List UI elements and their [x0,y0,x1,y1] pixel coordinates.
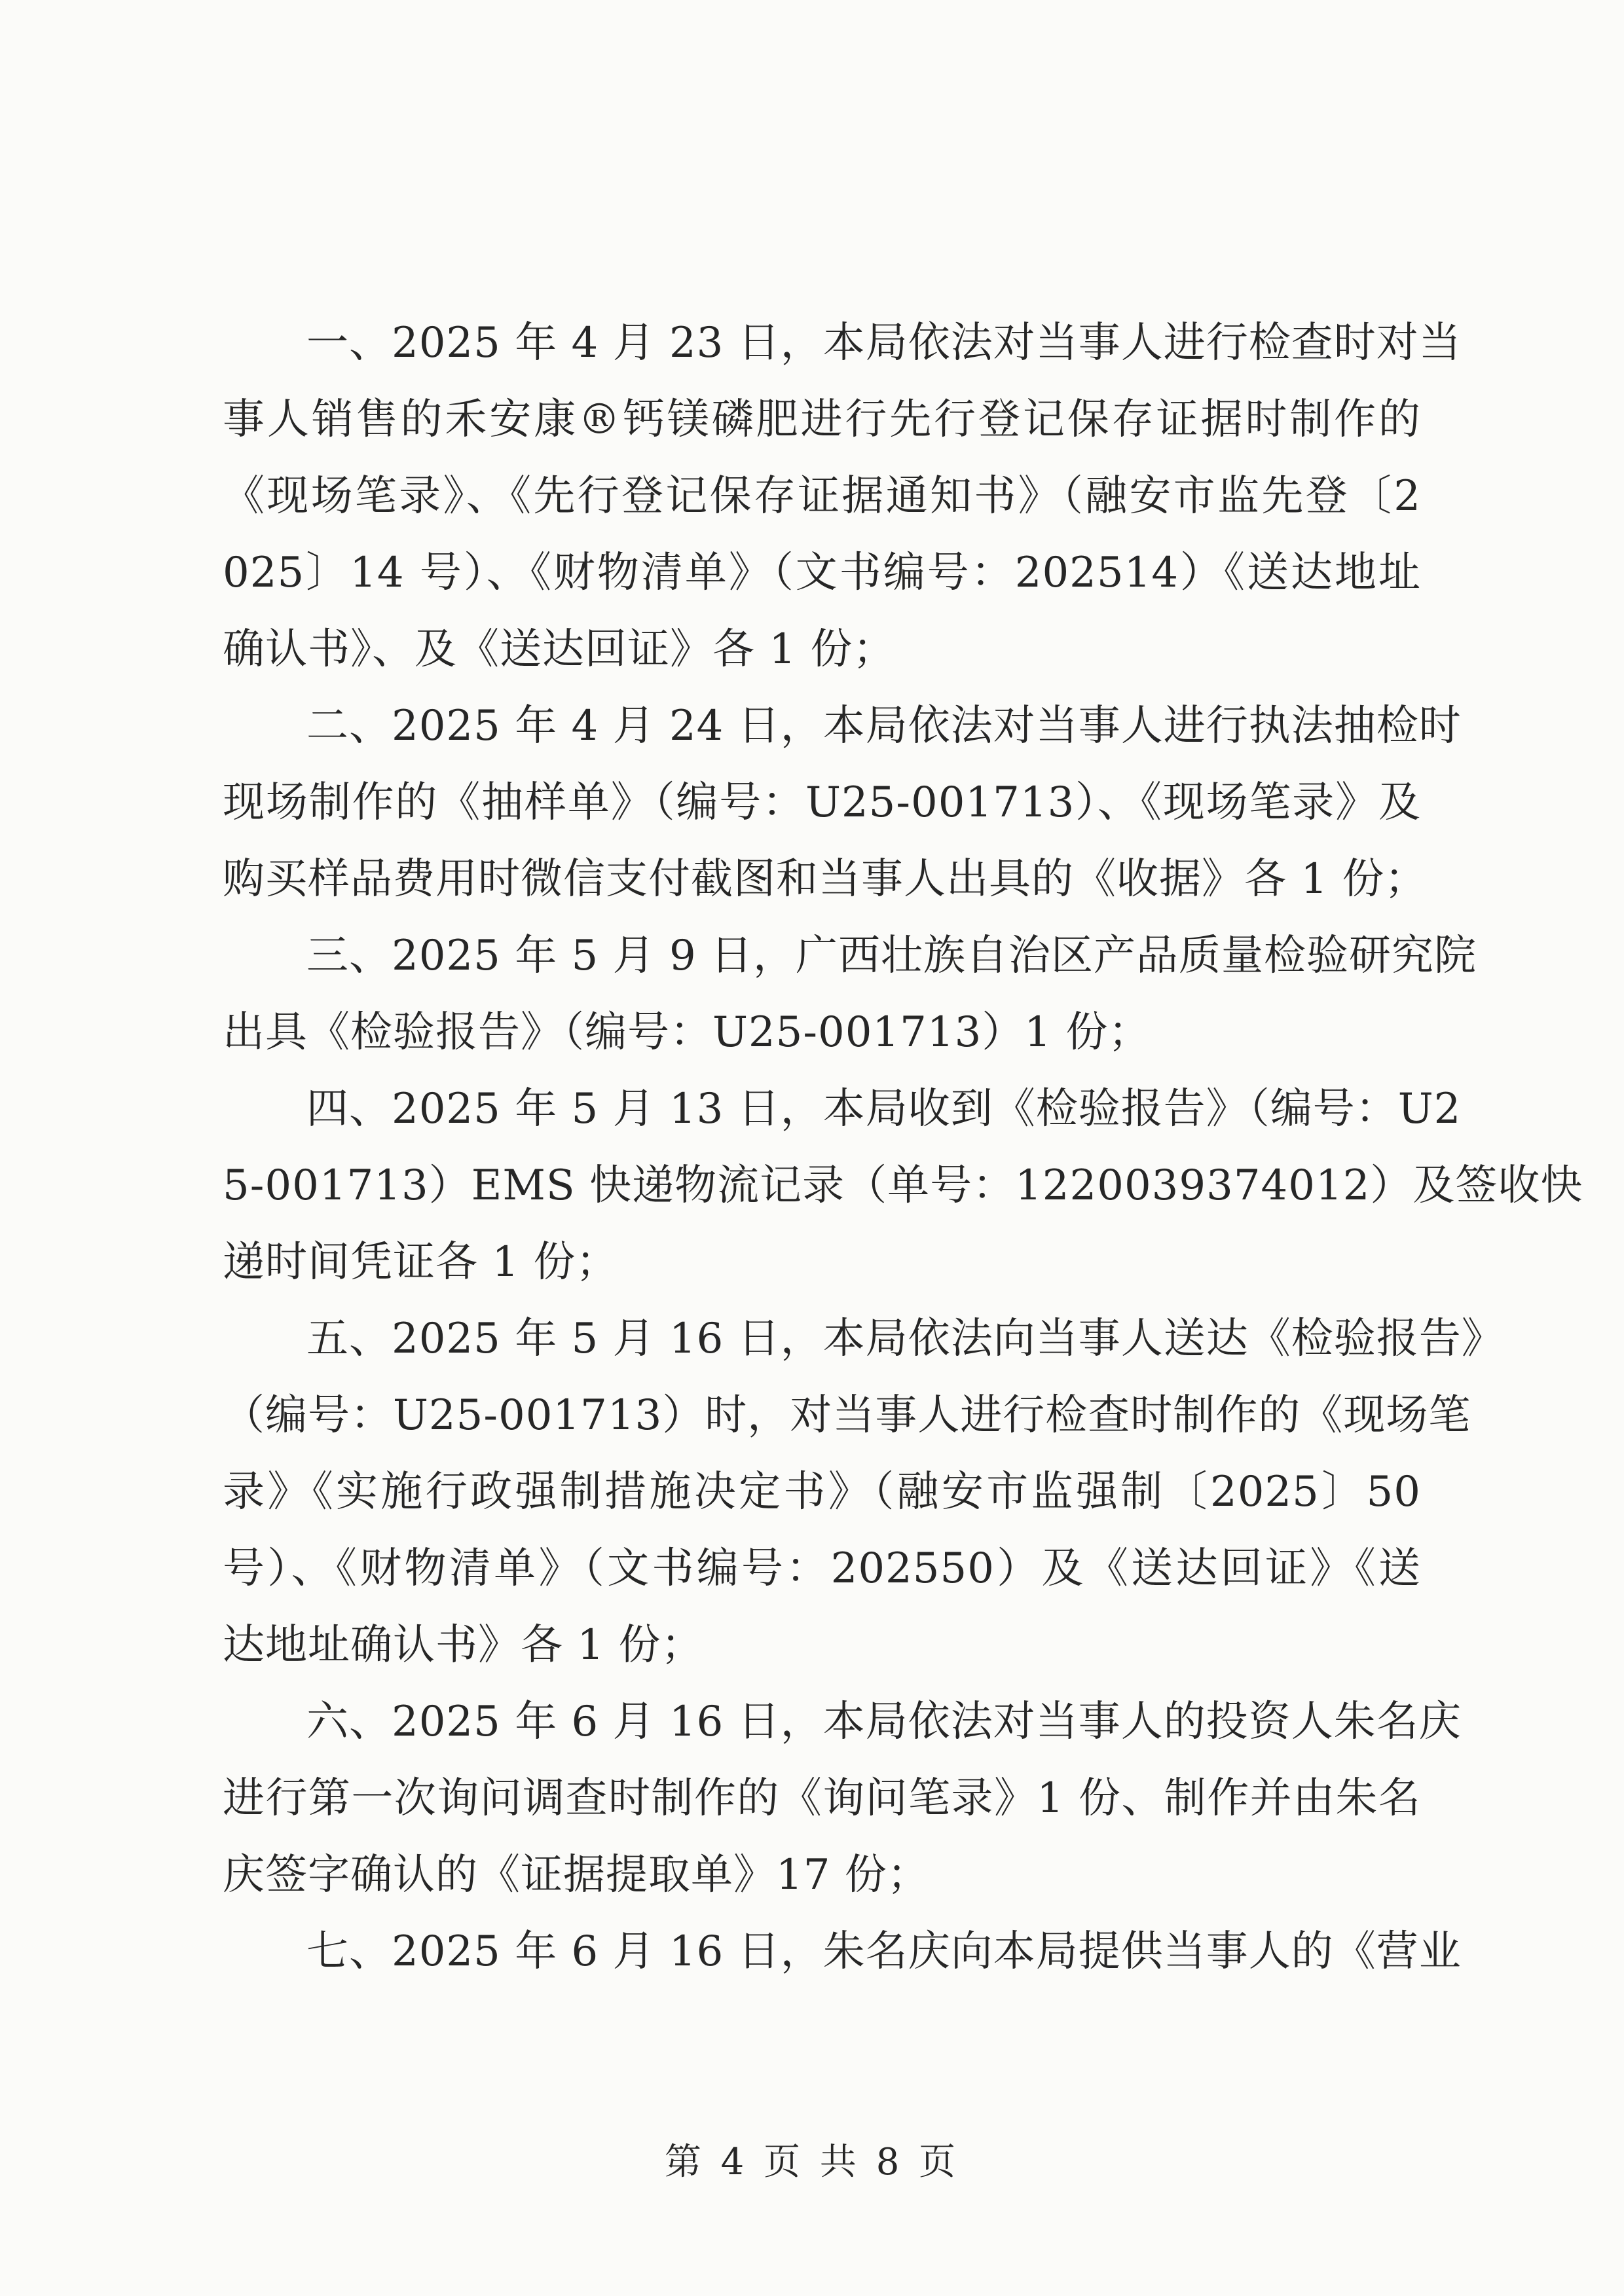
text-line: 025〕14 号）、《财物清单》（文书编号：202514）《送达地址 [223,549,1421,597]
text-line: 四、2025 年 5 月 13 日，本局收到《检验报告》（编号：U2 [306,1085,1462,1133]
text-line: 递时间凭证各 1 份； [223,1238,619,1286]
text-line: 达地址确认书》各 1 份； [223,1621,704,1669]
text-line: 现场制作的《抽样单》（编号：U25-001713）、《现场笔录》及 [223,778,1421,827]
text-line: 三、2025 年 5 月 9 日，广西壮族自治区产品质量检验研究院 [306,932,1477,980]
text-line: 六、2025 年 6 月 16 日，本局依法对当事人的投资人朱名庆 [306,1698,1462,1746]
text-line: 出具《检验报告》（编号：U25-001713）1 份； [223,1008,1151,1057]
text-line: 录》《实施行政强制措施决定书》（融安市监强制〔2025〕50 [223,1468,1421,1516]
text-line: 事人销售的禾安康®钙镁磷肥进行先行登记保存证据时制作的 [223,395,1421,444]
text-line: 购买样品费用时微信支付截图和当事人出具的《收据》各 1 份； [223,855,1428,903]
text-line: （编号：U25-001713）时，对当事人进行检查时制作的《现场笔 [223,1391,1471,1440]
text-line: 5-001713）EMS 快递物流记录（单号：1220039374012）及签收快 [223,1161,1583,1210]
document-body [223,305,1583,1990]
text-line: 进行第一次询问调查时制作的《询问笔录》1 份、制作并由朱名 [223,1774,1421,1823]
text-line: 一、2025 年 4 月 23 日，本局依法对当事人进行检查时对当 [306,319,1462,367]
text-line: 七、2025 年 6 月 16 日，朱名庆向本局提供当事人的《营业 [306,1927,1462,1976]
page-number: 第 4 页 共 8 页 [664,2141,960,2183]
text-line: 五、2025 年 5 月 16 日，本局依法向当事人送达《检验报告》 [306,1315,1504,1363]
text-line: 二、2025 年 4 月 24 日，本局依法对当事人进行执法抽检时 [306,702,1462,750]
text-line: 确认书》、及《送达回证》各 1 份； [223,625,896,674]
text-line: 《现场笔录》、《先行登记保存证据通知书》（融安市监先登〔2 [223,472,1421,520]
text-line: 庆签字确认的《证据提取单》17 份； [223,1851,930,1899]
text-line: 号）、《财物清单》（文书编号：202550）及《送达回证》《送 [223,1544,1421,1593]
